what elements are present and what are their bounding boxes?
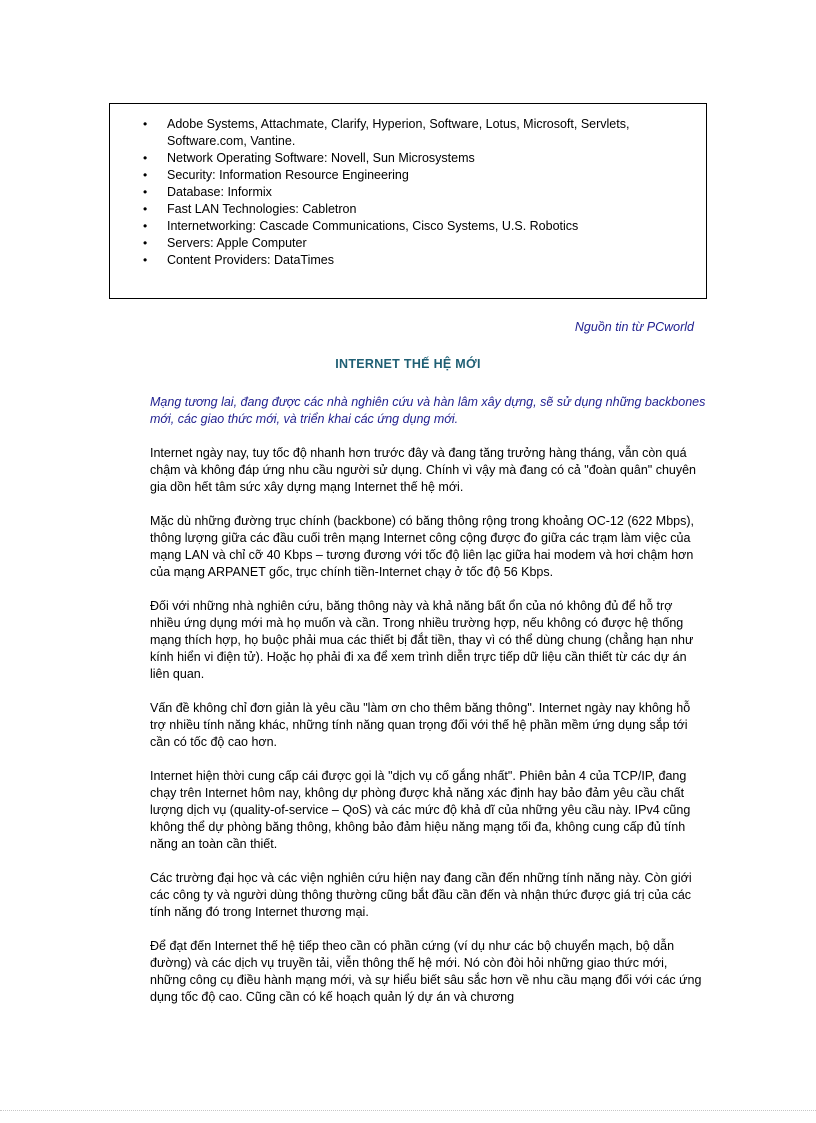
article-lead: Mạng tương lai, đang được các nhà nghiên cứu và hàn lâm xây dựng, sẽ sử dụng những backbones mới, các giao thức mới, và triển khai các ứng dụng mới.	[150, 395, 706, 426]
list-item	[110, 252, 706, 269]
body-paragraph: Internet hiện thời cung cấp cái được gọi là "dịch vụ cố gắng nhất". Phiên bản 4 của TCP/IP, đang chạy trên Internet hôm nay, không dự phòng được khả năng xác định hay bảo đảm yêu cầu chất lượng dịch vụ (quality-of-service – QoS) và các mức độ khả dĩ của những yêu cầu này. IPv4 cũng không thể dự phòng băng thông, không bảo đảm hiệu năng mạng tối đa, không cung cấp đủ tính năng an toàn cần thiết.	[150, 769, 691, 851]
list-item	[110, 184, 706, 201]
source-note: Nguồn tin từ PCworld	[574, 320, 694, 334]
bullet-icon: •	[143, 219, 148, 233]
body-paragraph: Các trường đại học và các viện nghiên cứu hiện nay đang cần đến những tính năng này. Còn giới các công ty và người dùng thông thường cũng bắt đầu cần đến và nhận thức được giá trị của các tính năng đó trong Internet thương mại.	[150, 871, 692, 919]
list-item	[110, 167, 706, 184]
company-list	[110, 104, 706, 269]
body-paragraph: Internet ngày nay, tuy tốc độ nhanh hơn trước đây và đang tăng trưởng hàng tháng, vẫn còn quá chậm và không đáp ứng nhu cầu người sử dụng. Chính vì vậy mà đang có cả "đoàn quân" chuyên gia dồn hết tâm sức xây dựng mạng Internet thế hệ mới.	[150, 446, 696, 494]
company-list-box	[109, 103, 707, 299]
list-item-text: Adobe Systems, Attachmate, Clarify, Hyperion, Software, Lotus, Microsoft, Servlets, Software.com, Vantine.	[167, 117, 630, 148]
bullet-icon: •	[143, 253, 148, 267]
list-item-text: Security: Information Resource Engineering	[167, 168, 409, 182]
page-bottom-rule	[0, 1110, 816, 1111]
list-item-text: Content Providers: DataTimes	[167, 253, 334, 267]
list-item	[110, 150, 706, 167]
bullet-icon: •	[143, 202, 148, 216]
bullet-icon: •	[143, 151, 148, 165]
body-paragraph: Vấn đề không chỉ đơn giản là yêu cầu "làm ơn cho thêm băng thông". Internet ngày nay không hỗ trợ nhiều tính năng khác, những tính năng quan trọng đối với thế hệ phần mềm ứng dụng sắp tới cần có tốc độ cao hơn.	[150, 701, 691, 749]
list-item-text: Database: Informix	[167, 185, 272, 199]
list-item-text: Fast LAN Technologies: Cabletron	[167, 202, 357, 216]
list-item-text: Network Operating Software: Novell, Sun Microsystems	[167, 151, 475, 165]
list-item	[110, 201, 706, 218]
list-item-text: Servers: Apple Computer	[167, 236, 307, 250]
list-item	[110, 235, 706, 252]
list-item	[110, 218, 706, 235]
bullet-icon: •	[143, 117, 148, 131]
body-paragraph: Đối với những nhà nghiên cứu, băng thông này và khả năng bất ổn của nó không đủ để hỗ trợ nhiều ứng dụng mới mà họ muốn và cần. Trong nhiều trường hợp, nếu không có được hệ thống mạng thích hợp, họ buộc phải mua các thiết bị đắt tiền, thay vì có thể dùng chung (chẳng hạn như kính hiển vi điện tử). Hoặc họ phải đi xa để xem trình diễn trực tiếp dữ liệu cần thiết từ các dự án liên quan.	[150, 599, 694, 681]
article-body	[150, 445, 706, 1023]
bullet-icon: •	[143, 185, 148, 199]
body-paragraph: Để đạt đến Internet thế hệ tiếp theo cần có phần cứng (ví dụ như các bộ chuyển mạch, bộ dẫn đường) và các dịch vụ truyền tải, viễn thông thế hệ mới. Nó còn đòi hỏi những giao thức mới, những công cụ điều hành mạng mới, và sự hiểu biết sâu sắc hơn về nhu cầu mạng đối với các ứng dụng tốc độ cao. Cũng cần có kế hoạch quản lý dự án và chương	[150, 939, 702, 1004]
article-heading: INTERNET THẾ HỆ MỚI	[335, 357, 481, 371]
bullet-icon: •	[143, 168, 148, 182]
list-item-text: Internetworking: Cascade Communications, Cisco Systems, U.S. Robotics	[167, 219, 579, 233]
list-item	[110, 116, 706, 150]
bullet-icon: •	[143, 236, 148, 250]
body-paragraph: Mặc dù những đường trục chính (backbone) có băng thông rộng trong khoảng OC-12 (622 Mbps), thông lượng giữa các đầu cuối trên mạng Internet công cộng được đo giữa các trạm làm việc của mạng LAN và chỉ cỡ 40 Kbps – tương đương với tốc độ liên lạc giữa hai modem và hơi chậm hơn của mạng ARPANET gốc, trục chính tiền-Internet chạy ở tốc độ 56 Kbps.	[150, 514, 695, 579]
